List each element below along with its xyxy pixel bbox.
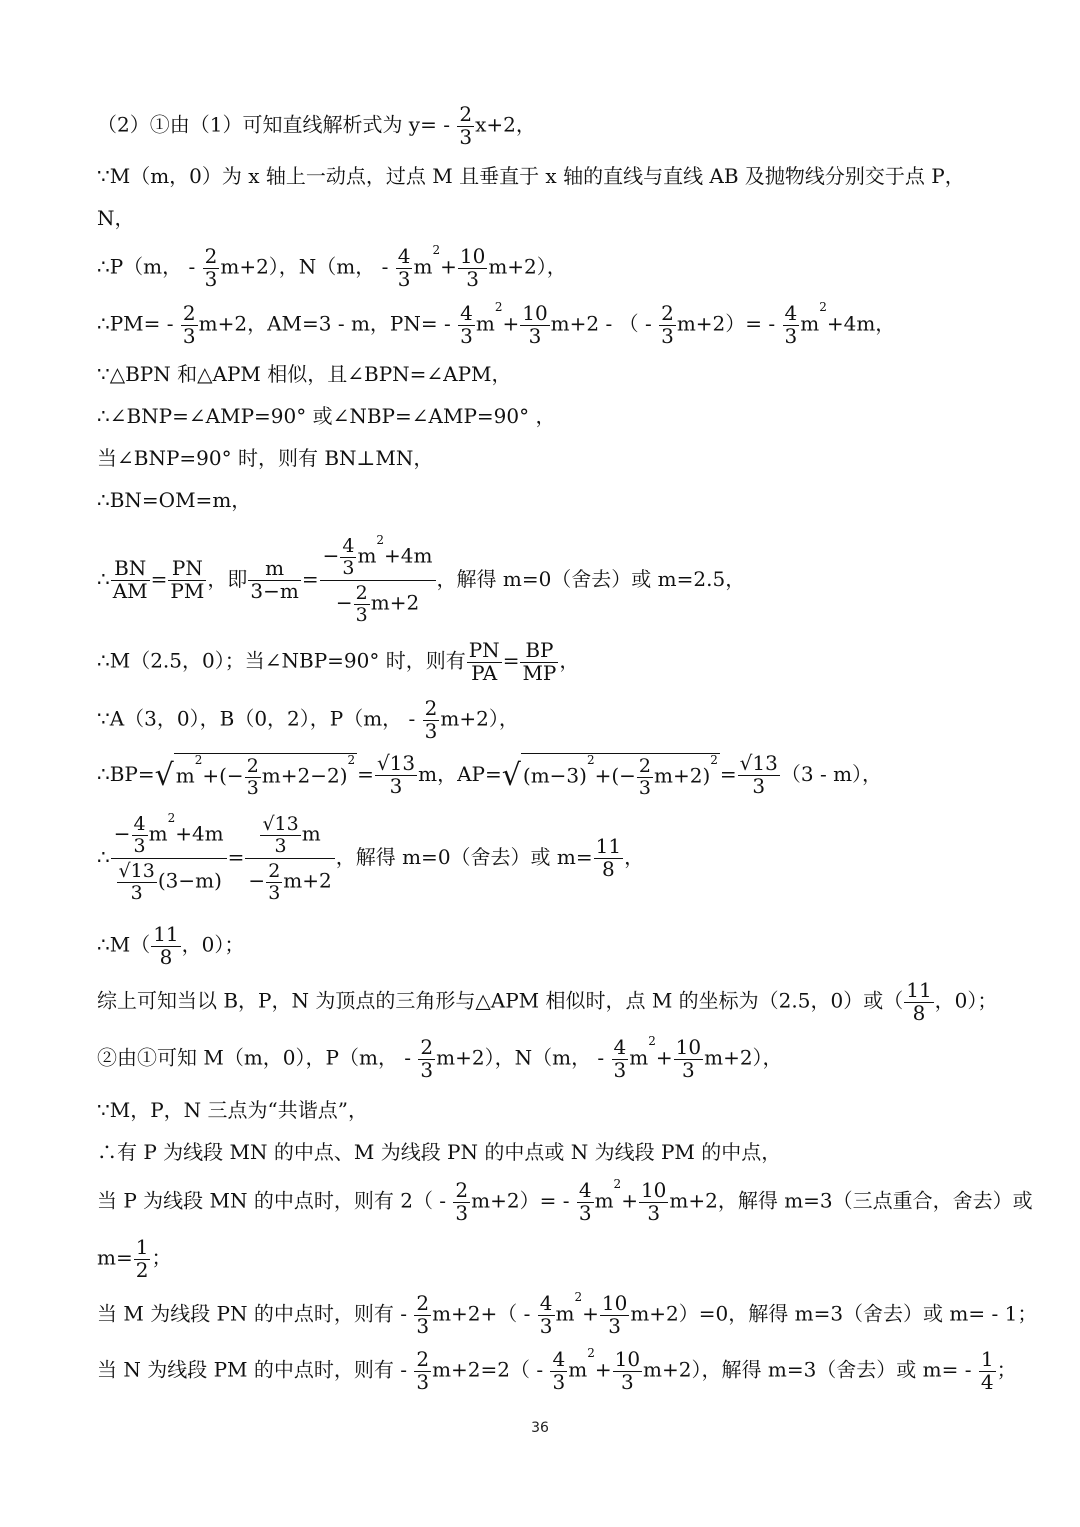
line-1: （2）①由（1）可知直线解析式为 y= - $\frac{2}{3}$ x+2， — [97, 102, 536, 149]
line-21: m= $\frac{1}{2}$ ； — [97, 1235, 172, 1282]
line-22: 当 M 为线段 PN 的中点时，则有 - $\frac{2}{3}$ m+2+（ - $\frac{4}{3}$ $m^2+$ $\frac{10}{3}$ m+2）=0，解得 m=3（舍去）或 m= - 1； — [97, 1290, 1038, 1338]
line-17: ②由①可知 M（m，0），P（m， - $\frac{2}{3}$ m+2），N（m， - $\frac{4}{3}$ $m^2+$ $\frac{10}{3}$ m+2）， — [97, 1034, 783, 1082]
line-13: ∴BP=√ $m^2+(-$ $\frac{2}{3}$ m+2−2)$^2$= $\frac{√13}{3}$ m，AP=√ $(m-3)^2+(-$ $\frac{2}{3}$ m+2)$^2$= $\frac{√13}{3}$ （3 - m）， — [97, 751, 883, 799]
line-10: ∴ $\frac{BN}{AM}$ = $\frac{PN}{PM}$ ，即 $\frac{m}{3-m}$ = − $\frac{4}{3}$ $m^2+4m$ − $\frac{2}{3}$ m+2 ，解得 m=0（舍去）或 m=2.5， — [97, 533, 746, 626]
line-11: ∴M（2.5，0）；当∠NBP=90° 时，则有 $\frac{PN}{PA}$ = $\frac{BP}{MP}$ ， — [97, 638, 580, 685]
line-19: ∴有 P 为线段 MN 的中点、M 为线段 PN 的中点或 N 为线段 PM 的中点， — [97, 1140, 782, 1164]
line-2: ∵M（m，0）为 x 轴上一动点，过点 M 且垂直于 x 轴的直线与直线 AB 及抛物线分别交于点 P， — [97, 164, 965, 188]
line-9: ∴BN=OM=m， — [97, 488, 252, 512]
line-4: ∴P（m， - $\frac{2}{3}$ m+2），N（m， - $\frac{4}{3}$ $m^2+$ $\frac{10}{3}$ m+2）， — [97, 243, 567, 291]
line-16: 综上可知当以 B，P，N 为顶点的三角形与△APM 相似时，点 M 的坐标为（2.5，0）或（ $\frac{11}{8}$ ，0）； — [97, 978, 998, 1025]
line-15: ∴M（ $\frac{11}{8}$ ，0）； — [97, 922, 245, 969]
line-3: N， — [97, 206, 135, 230]
line-18: ∵M，P，N 三点为“共谐点”， — [97, 1098, 368, 1122]
line-8: 当∠BNP=90° 时，则有 BN⊥MN， — [97, 446, 434, 470]
line-6: ∵△BPN 和△APM 相似，且∠BPN=∠APM， — [97, 362, 512, 386]
line-12: ∵A（3，0），B（0，2），P（m， - $\frac{2}{3}$ m+2）， — [97, 696, 519, 743]
line-5: ∴PM= - $\frac{2}{3}$ m+2，AM=3 - m，PN= - $\frac{4}{3}$ $m^2+$ $\frac{10}{3}$ m+2 - （ - $\frac{2}{3}$ m+2）= - $\frac{4}{3}$ $m^2+4m$， — [97, 300, 896, 348]
line-7: ∴∠BNP=∠AMP=90° 或∠NBP=∠AMP=90° ， — [97, 404, 556, 428]
line-20: 当 P 为线段 MN 的中点时，则有 2（ - $\frac{2}{3}$ m+2）= - $\frac{4}{3}$ $m^2+$ $\frac{10}{3}$ m+2，解得 m=3（三点重合，舍去）或 — [97, 1177, 1033, 1225]
page-number: 36 — [531, 1420, 549, 1436]
line-23: 当 N 为线段 PM 的中点时，则有 - $\frac{2}{3}$ m+2=2（ - $\frac{4}{3}$ $m^2+$ $\frac{10}{3}$ m+2），解得 m=3（舍去）或 m= - $\frac{1}{4}$ ； — [97, 1346, 1017, 1394]
line-14: ∴ − $\frac{4}{3}$ $m^2+4m$ $\frac{√13}{3}$ (3−m) = $\frac{√13}{3}$ m − $\frac{2}{3}$ m+2 ，解得 m=0（舍去）或 m= $\frac{11}{8}$ ， — [97, 811, 645, 904]
